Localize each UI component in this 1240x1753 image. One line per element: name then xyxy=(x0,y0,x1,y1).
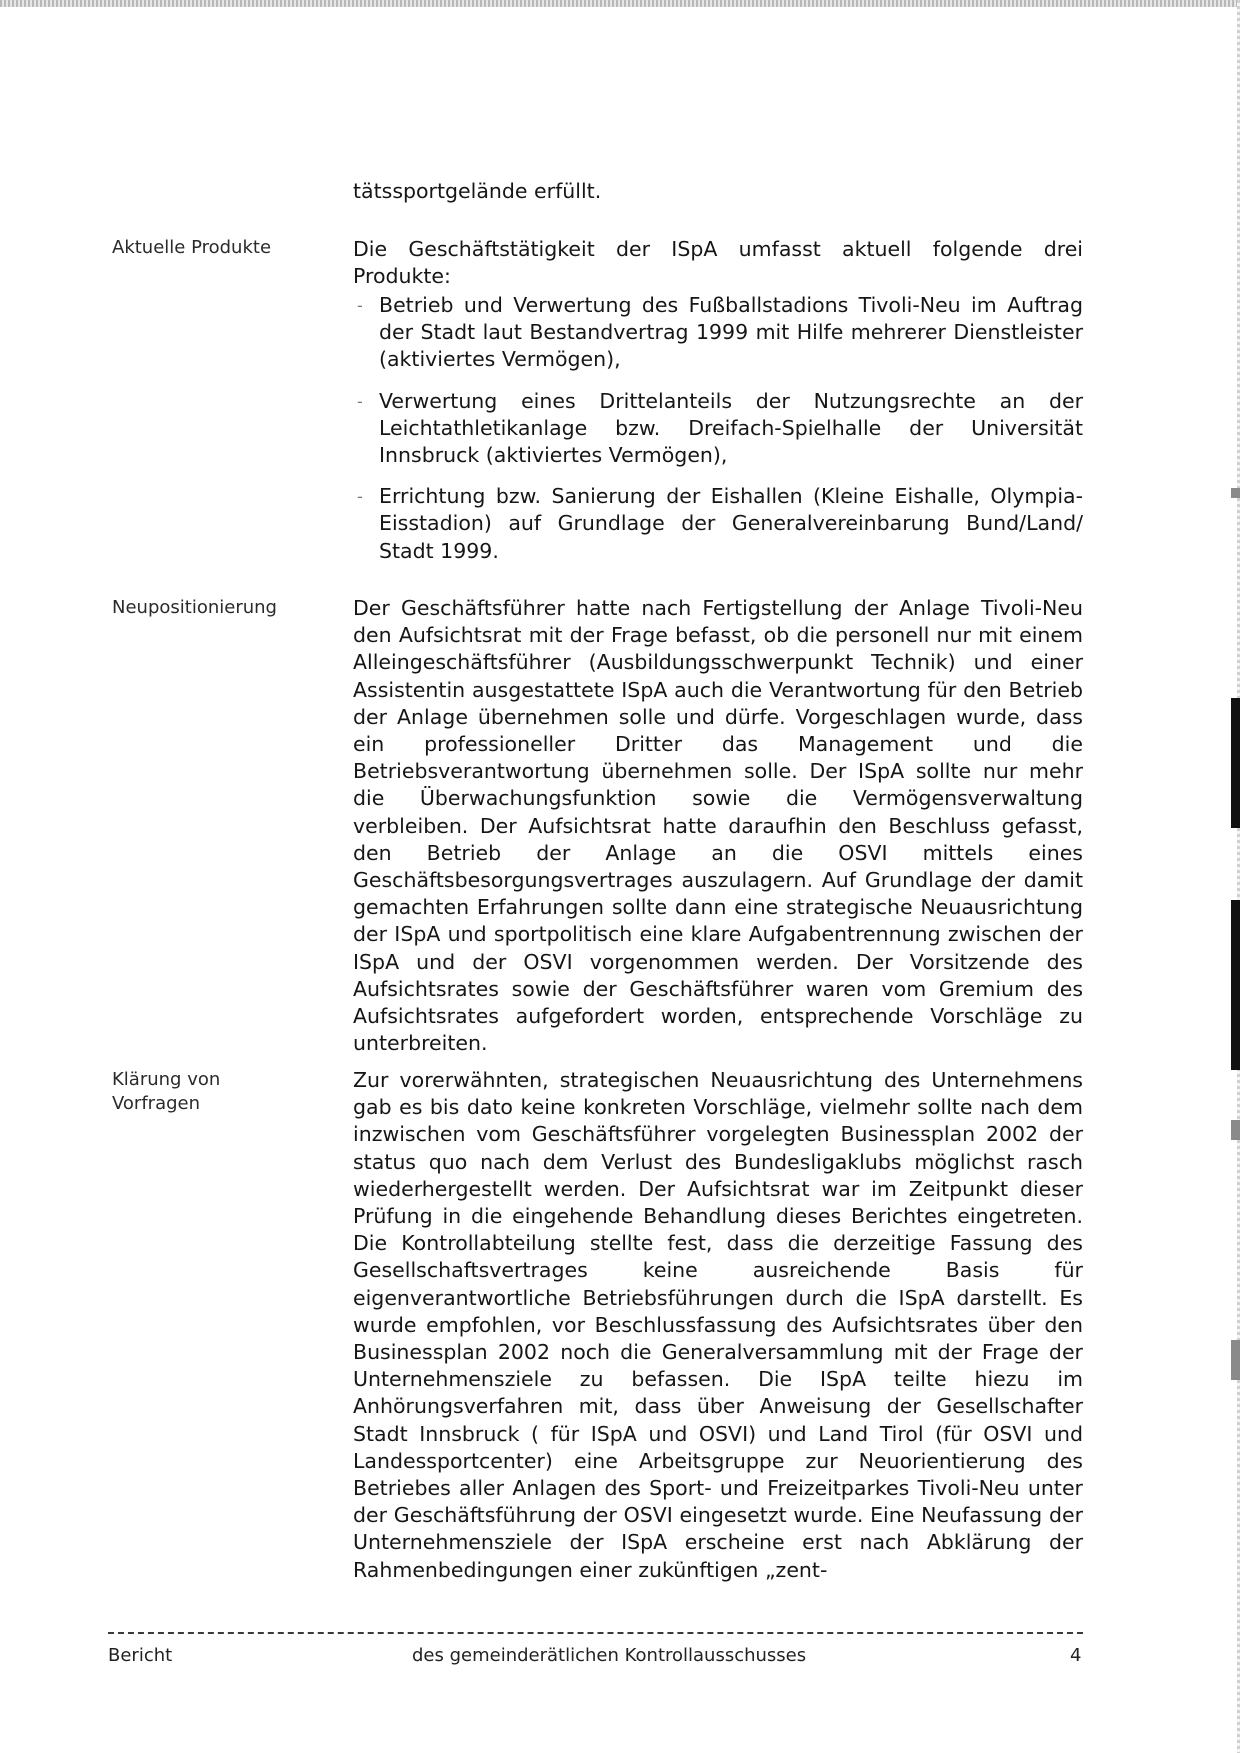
footer-left: Bericht xyxy=(108,1645,173,1666)
klaerung-text: Zur vorerwähnten, strategischen Neuausrichtung des Unternehmens gab es bis dato keine konkreten Vorschläge, vielmehr sollte nach dem inzwischen vom Geschäftsführer vorgelegten Businessplan 2002 der status quo nach dem Verlust des Bundesligaklubs möglichst rasch wiederhergestellt werden. Der Aufsichtsrat war im Zeitpunkt dieser Prüfung in die eingehende Behandlung dieses Berichtes eingetreten. Die Kontrollabteilung stellte fest, dass die derzeitige Fassung des Gesellschaftsvertrages keine ausreichende Basis für eigenverantwortliche Betriebsführungen durch die ISpA darstellt. Es wurde empfohlen, vor Beschlussfassung des Aufsichtsrates über den Businessplan 2002 noch die Generalversammlung mit der Frage der Unternehmensziele zu befassen. Die ISpA teilte hiezu im Anhörungsverfahren mit, dass über Anweisung der Gesellschafter Stadt Innsbruck ( für ISpA und OSVI) und Land Tirol (für OSVI und Landessportcenter) eine Arbeitsgruppe zur Neuorientierung des Betriebes aller Anlagen des Sport- und Freizeitparkes Tivoli-Neu unter der Geschäftsführung der OSVI eingesetzt wurde. Eine Neufassung der Unternehmensziele der ISpA erscheine erst nach Abklärung der Rahmenbedingungen einer zukünftigen „zent- xyxy=(353,1068,1083,1582)
list-item: - Verwertung eines Drittelanteils der Nutzungsrechte an der Leichtathletikanlage bzw. Dreifach-Spielhalle der Universität Innsbruck (aktiviertes Vermögen), xyxy=(357,388,1083,468)
dash-bullet-icon: - xyxy=(357,296,363,315)
scan-mark xyxy=(1231,698,1240,828)
list-item: - Errichtung bzw. Sanierung der Eishallen (Kleine Eishalle, Olympia-Eisstadion) auf Grundlage der Generalvereinbarung Bund/Land/ Stadt 1999. xyxy=(357,484,1083,563)
dash-bullet-icon: - xyxy=(357,391,363,411)
list-item: - Betrieb und Verwertung des Fußballstadions Tivoli-Neu im Auftrag der Stadt laut Bestandvertrag 1999 mit Hilfe mehrerer Dienstleister (aktiviertes Vermögen), xyxy=(357,293,1083,372)
neupositionierung-text: Der Geschäftsführer hatte nach Fertigstellung der Anlage Tivoli-Neu den Aufsichtsrat mit der Frage befasst, ob die personell nur mit einem Alleingeschäftsführer (Ausbildungsschwerpunkt Technik) und einer Assistentin ausgestattete ISpA auch die Verantwortung für den Betrieb der Anlage übernehmen solle und dürfe. Vorgeschlagen wurde, dass ein professioneller Dritter das Management und die Betriebsverantwortung übernehmen solle. Der ISpA sollte nur mehr die Überwachungsfunktion sowie die Vermögensverwaltung verbleiben. Der Aufsichtsrat hatte daraufhin den Beschluss gefasst, den Betrieb der Anlage an die OSVI mittels eines Geschäftsbesorgungsvertrages auszulagern. Auf Grundlage der damit gemachten Erfahrungen sollte dann eine strategische Neuausrichtung der ISpA und sportpolitisch eine klare Aufgabentrennung zwischen der ISpA und der OSVI vorgenommen werden. Der Vorsitzende des Aufsichtsrates sowie der Geschäftsführer waren vom Gremium des Aufsichtsrates aufgefordert worden, entsprechende Vorschläge zu unterbreiten. xyxy=(353,596,1083,1056)
scan-edge-top xyxy=(0,0,1240,7)
produkte-intro: Die Geschäftstätigkeit der ISpA umfasst aktuell folgende drei Produkte: xyxy=(353,237,1083,289)
margin-label-neupositionierung: Neupositionierung xyxy=(112,597,277,618)
footer-center: des gemeinderätlichen Kontrollausschusses xyxy=(412,1645,807,1666)
margin-label-produkte: Aktuelle Produkte xyxy=(112,237,272,258)
footer-divider xyxy=(108,1632,1083,1634)
scan-mark xyxy=(1231,1340,1240,1380)
dash-bullet-icon: - xyxy=(357,487,363,507)
margin-label-klaerung: Klärung von Vorfragen xyxy=(112,1069,221,1114)
scan-mark xyxy=(1231,1120,1240,1140)
scan-mark xyxy=(1231,488,1240,498)
produkte-list xyxy=(353,292,1083,565)
scan-mark xyxy=(1231,900,1240,1070)
continuation-text: tätssportgelände erfüllt. xyxy=(353,179,602,203)
page-number: 4 xyxy=(1070,1645,1082,1666)
